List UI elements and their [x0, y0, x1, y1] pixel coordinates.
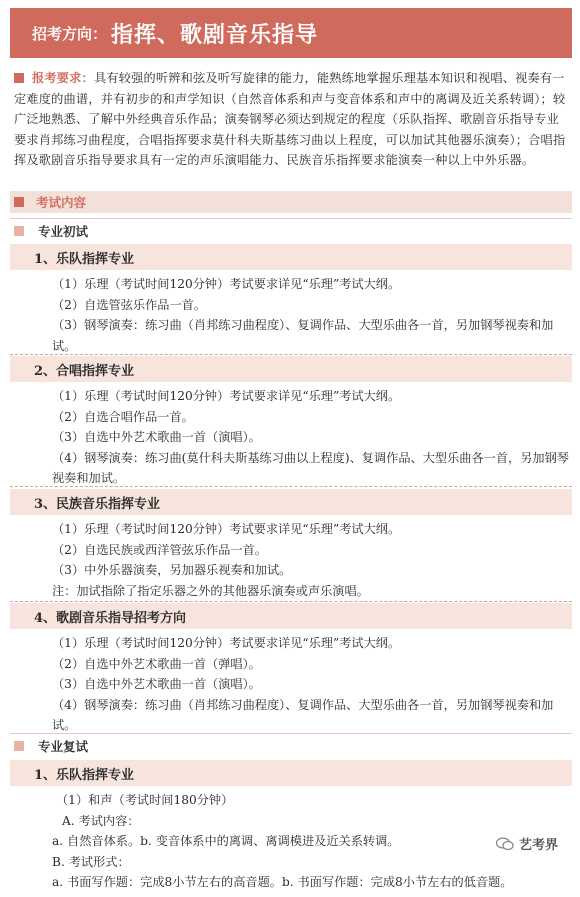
list-item: （1）乐理（考试时间120分钟）考试要求详见“乐理”考试大纲。 — [52, 636, 401, 650]
watermark — [496, 834, 558, 853]
list-item: （3）钢琴演奏：练习曲（肖邦练习曲程度）、复调作品、大型乐曲各一首，另加钢琴视奏和加试。 — [52, 318, 554, 353]
exam-content-bar — [10, 191, 572, 213]
prelim-bar — [10, 218, 572, 243]
category-title: 4、歌剧音乐指导招考方向 — [10, 603, 572, 629]
category-title: 3、民族音乐指挥专业 — [10, 489, 572, 515]
list-item: （3）自选中外艺术歌曲一首（演唱）。 — [52, 430, 261, 445]
prelim-label: 专业初试 — [38, 224, 89, 239]
list-item: （1）乐理（考试时间120分钟）考试要求详见“乐理”考试大纲。 — [52, 522, 401, 536]
category-items — [52, 386, 572, 489]
square-bullet-icon — [14, 226, 24, 236]
list-item: （2）自选中外艺术歌曲一首（弹唱）。 — [52, 656, 261, 671]
list-item: （1）乐理（考试时间120分钟）考试要求详见“乐理”考试大纲。 — [52, 389, 401, 403]
list-item: B. 考试形式： — [52, 854, 130, 869]
wechat-icon — [496, 837, 514, 851]
category-title: 2、合唱指挥专业 — [10, 356, 572, 382]
list-item: （3）自选中外艺术歌曲一首（演唱）。 — [52, 677, 261, 692]
list-item: （3）中外乐器演奏，另加器乐视奏和加试。 — [52, 563, 292, 578]
category-items — [52, 633, 572, 736]
list-item: （1）乐理（考试时间120分钟）考试要求详见“乐理”考试大纲。 — [52, 277, 401, 291]
header-title: 指挥、歌剧音乐指导 — [111, 21, 319, 48]
watermark-text: 艺考界 — [518, 838, 558, 853]
header-label: 招考方向： — [32, 24, 108, 43]
list-item: （4）钢琴演奏：练习曲(莫什科夫斯基练习曲以上程度)、复调作品、大型乐曲各一首，另加钢琴视奏和加试。 — [52, 450, 569, 486]
list-item: （4）钢琴演奏：练习曲（肖邦练习曲程度）、复调作品、大型乐曲各一首，另加钢琴视奏和加试。 — [52, 697, 554, 733]
retest-bar — [10, 733, 572, 758]
exam-content-label: 考试内容 — [36, 195, 87, 210]
list-item: （2）自选合唱作品一首。 — [52, 409, 194, 424]
category-items — [52, 274, 572, 356]
divider — [10, 354, 572, 355]
category-items — [52, 519, 572, 601]
page-header — [10, 8, 572, 58]
square-bullet-icon — [14, 197, 24, 207]
category-title: 1、乐队指挥专业 — [10, 760, 572, 786]
requirements-label: 报考要求： — [32, 71, 94, 85]
note-text: 注：加试指除了指定乐器之外的其他器乐演奏或声乐演唱。 — [52, 583, 369, 598]
divider — [10, 601, 572, 602]
list-item: （2）自选民族或西洋管弦乐作品一首。 — [52, 542, 267, 557]
retest-label: 专业复试 — [38, 739, 89, 754]
category-title: 1、乐队指挥专业 — [10, 244, 572, 270]
divider — [10, 486, 572, 487]
list-item: （2）自选管弦乐作品一首。 — [52, 297, 207, 312]
list-item: A. 考试内容： — [62, 813, 140, 828]
list-item: （1）和声（考试时间180分钟） — [56, 793, 234, 807]
square-bullet-icon — [14, 741, 24, 751]
square-bullet-icon — [14, 73, 24, 83]
requirements-text: 具有较强的听辨和弦及听写旋律的能力，能熟练地掌握乐理基本知识和视唱、视奏有一定难度的曲谱，并有初步的和声学知识（自然音体系和声与变音体系和声中的离调及近关系转调）；较广泛地熟悉、了解中外经典音乐作品；演奏钢琴必须达到规定的程度（乐队指挥、歌剧音乐指导专业要求肖邦练习曲程度，合唱指挥要求莫什科夫斯基练习曲以上程度，可以加试其他器乐演奏）；合唱指挥及歌剧音乐指导要求具有一定的声乐演唱能力、民族音乐指挥要求能演奏一种以上中外乐器。 — [14, 71, 566, 167]
list-item: a. 书面写作题：完成8小节左右的高音题。b. 书面写作题：完成8小节左右的低音题。 — [52, 875, 513, 890]
requirements-paragraph — [14, 68, 568, 171]
list-item: a. 自然音体系。b. 变音体系中的离调、离调模进及近关系转调。 — [52, 834, 400, 849]
